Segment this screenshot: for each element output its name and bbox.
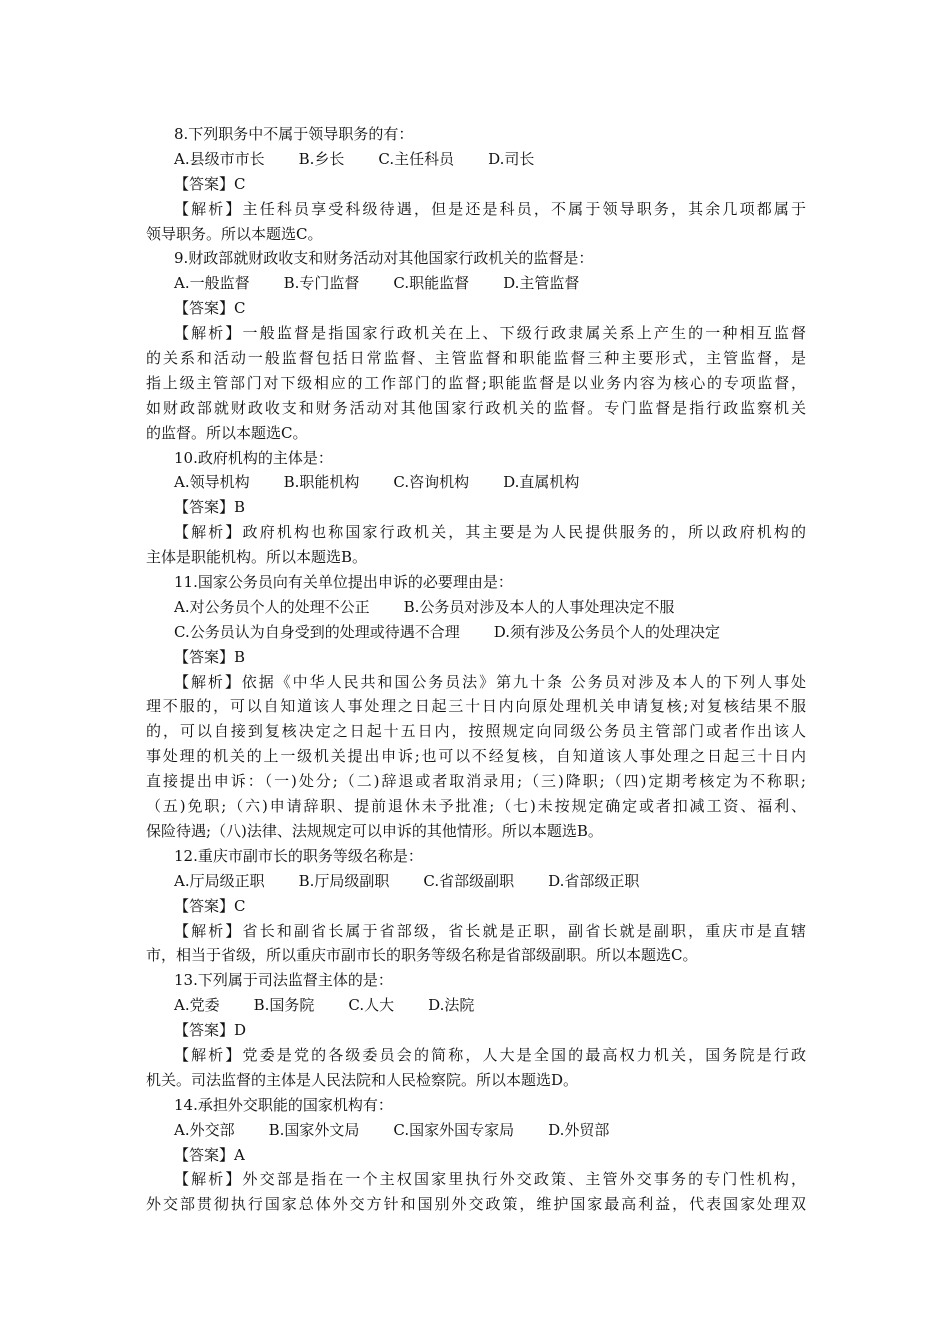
analysis-14-line-2: 外交部贯彻执行国家总体外交方针和国别外交政策，维护国家最高利益，代表国家处理双 (146, 1195, 806, 1214)
analysis-11-line-6: （五)免职;（六)申请辞职、提前退休未予批准;（七)未按规定确定或者扣减工资、福利、 (146, 797, 806, 816)
option-b: B.职能机构 (283, 473, 360, 492)
analysis-8-line-2: 领导职务。所以本题选C。 (146, 224, 323, 243)
option-a: A.领导机构 (174, 473, 250, 492)
option-d: D.法院 (428, 996, 475, 1015)
analysis-9-line-2: 的关系和活动一般监督包括日常监督、主管监督和职能监督三种主要形式，主管监督，是 (146, 349, 806, 368)
option-d: D.直属机构 (503, 473, 580, 492)
question-13: 13.下列属于司法监督主体的是： (174, 971, 393, 990)
options-11-row-1 (146, 595, 806, 620)
option-b: B.国家外文局 (268, 1120, 360, 1139)
options-8 (146, 147, 806, 172)
question-11: 11.国家公务员向有关单位提出申诉的必要理由是： (174, 573, 513, 592)
option-d: D.须有涉及公务员个人的处理决定 (493, 622, 720, 641)
analysis-10-line-1: 【解析】政府机构也称国家行政机关，其主要是为人民提供服务的，所以政府机构的 (174, 523, 806, 542)
answer-11: 【答案】B (174, 647, 246, 666)
option-c: C.咨询机构 (393, 473, 470, 492)
option-c: C.职能监督 (393, 274, 470, 293)
option-d: D.省部级正职 (548, 871, 640, 890)
analysis-11-line-1: 【解析】依据《中华人民共和国公务员法》第九十条 公务员对涉及本人的下列人事处 (174, 672, 806, 691)
option-c: C.公务员认为自身受到的处理或待遇不合理 (174, 622, 460, 641)
question-8: 8.下列职务中不属于领导职务的有： (174, 125, 414, 143)
option-c: C.主任科员 (378, 149, 455, 168)
analysis-11-line-4: 事处理的机关的上一级机关提出申诉;也可以不经复核，自知道该人事处理之日起三十日内 (146, 747, 806, 766)
analysis-10-line-2: 主体是职能机构。所以本题选B。 (146, 548, 368, 567)
analysis-8-line-1: 【解析】主任科员享受科级待遇，但是还是科员，不属于领导职务，其余几项都属于 (174, 199, 806, 218)
options-12 (146, 869, 806, 894)
analysis-11-line-7: 保险待遇;（八)法律、法规规定可以申诉的其他情形。所以本题选B。 (146, 821, 603, 840)
answer-14: 【答案】A (174, 1145, 245, 1164)
question-10: 10.政府机构的主体是： (174, 448, 333, 467)
option-a: A.县级市市长 (174, 149, 265, 168)
options-13 (146, 993, 806, 1018)
answer-12: 【答案】C (174, 896, 246, 915)
analysis-9-line-1: 【解析】一般监督是指国家行政机关在上、下级行政隶属关系上产生的一种相互监督 (174, 324, 806, 343)
options-9 (146, 271, 806, 296)
option-d: D.司长 (488, 149, 535, 168)
option-b: B.乡长 (298, 149, 345, 168)
analysis-9-line-4: 如财政部就财政收支和财务活动对其他国家行政机关的监督。专门监督是指行政监察机关 (146, 398, 806, 417)
option-b: B.国务院 (253, 996, 315, 1015)
question-14: 14.承担外交职能的国家机构有： (174, 1095, 393, 1114)
option-c: C.人大 (348, 996, 395, 1015)
answer-13: 【答案】D (174, 1021, 247, 1040)
answer-10: 【答案】B (174, 498, 246, 517)
question-12: 12.重庆市副市长的职务等级名称是： (174, 846, 423, 865)
option-d: D.外贸部 (548, 1120, 610, 1139)
analysis-11-line-5: 直接提出申诉：（一)处分;（二)辞退或者取消录用;（三)降职;（四)定期考核定为不称职; (146, 772, 806, 791)
options-10 (146, 470, 806, 495)
options-11-row-2 (146, 620, 806, 645)
options-14 (146, 1118, 806, 1143)
analysis-9-line-3: 指上级主管部门对下级相应的工作部门的监督;职能监督是以业务内容为核心的专项监督， (146, 373, 806, 392)
option-b: B.厅局级副职 (298, 871, 390, 890)
option-a: A.党委 (174, 996, 220, 1015)
analysis-13-line-1: 【解析】党委是党的各级委员会的简称，人大是全国的最高权力机关，国务院是行政 (174, 1045, 806, 1064)
answer-9: 【答案】C (174, 299, 246, 318)
analysis-12-line-2: 市，相当于省级，所以重庆市副市长的职务等级名称是省部级副职。所以本题选C。 (146, 946, 698, 965)
option-a: A.对公务员个人的处理不公正 (174, 597, 370, 616)
analysis-12-line-1: 【解析】省长和副省长属于省部级，省长就是正职，副省长就是副职，重庆市是直辖 (174, 921, 806, 940)
option-a: A.厅局级正职 (174, 871, 265, 890)
analysis-11-line-2: 理不服的，可以自知道该人事处理之日起三十日内向原处理机关申请复核;对复核结果不服 (146, 697, 806, 716)
analysis-9-line-5: 的监督。所以本题选C。 (146, 423, 308, 442)
question-list (146, 122, 806, 1217)
option-a: A.外交部 (174, 1120, 235, 1139)
analysis-13-line-2: 机关。司法监督的主体是人民法院和人民检察院。所以本题选D。 (146, 1070, 579, 1089)
option-c: C.国家外国专家局 (393, 1120, 515, 1139)
option-a: A.一般监督 (174, 274, 250, 293)
question-9: 9.财政部就财政收支和财务活动对其他国家行政机关的监督是： (174, 249, 594, 268)
analysis-14-line-1: 【解析】外交部是指在一个主权国家里执行外交政策、主管外交事务的专门性机构， (174, 1170, 806, 1189)
option-d: D.主管监督 (503, 274, 580, 293)
option-b: B.专门监督 (283, 274, 360, 293)
analysis-11-line-3: 的，可以自接到复核决定之日起十五日内，按照规定向同级公务员主管部门或者作出该人 (146, 722, 806, 741)
answer-8: 【答案】C (174, 174, 246, 193)
option-b: B.公务员对涉及本人的人事处理决定不服 (403, 597, 675, 616)
option-c: C.省部级副职 (423, 871, 515, 890)
